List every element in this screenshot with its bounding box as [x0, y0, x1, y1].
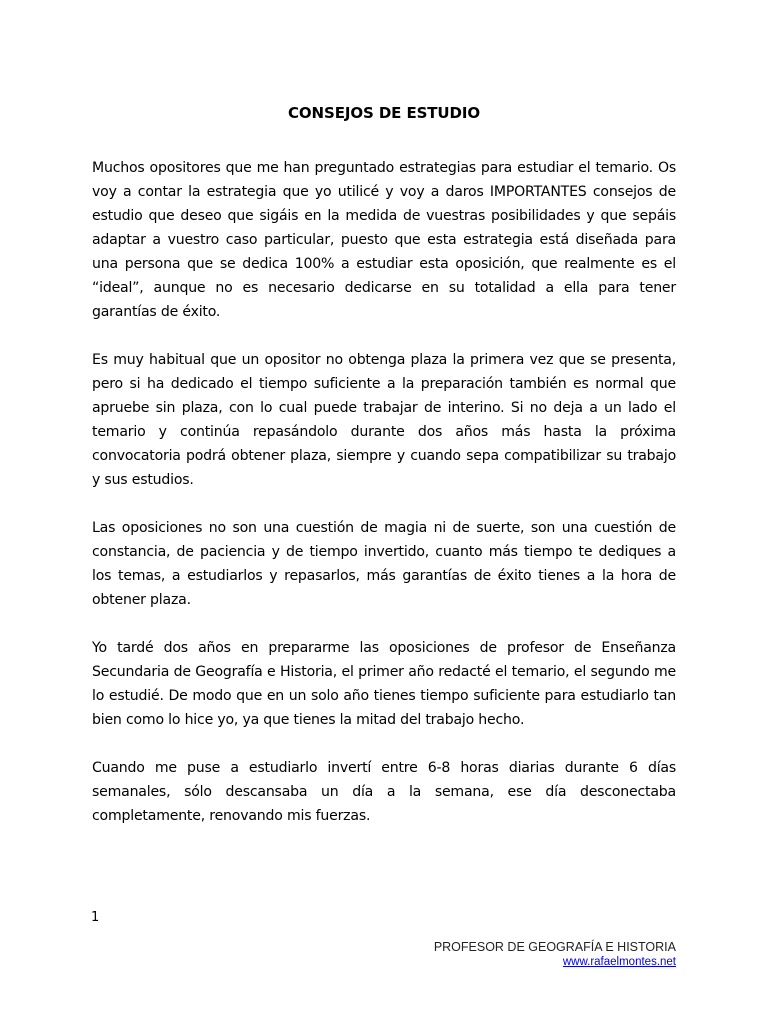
- paragraph: Cuando me puse a estudiarlo invertí entre 6-8 horas diarias durante 6 días semanales, sólo descansaba un día a la semana, ese día desconectaba completamente, renovando mis fuerzas.: [92, 760, 676, 824]
- paragraph: Las oposiciones no son una cuestión de magia ni de suerte, son una cuestión de constancia, de paciencia y de tiempo invertido, cuanto más tiempo te dediques a los temas, a estudiarlos y repasarlos, más garantías de éxito tienes a la hora de obtener plaza.: [92, 520, 676, 608]
- paragraph: Es muy habitual que un opositor no obtenga plaza la primera vez que se presenta, pero si ha dedicado el tiempo suficiente a la preparación también es normal que apruebe sin plaza, con lo cual puede trabajar de interino. Si no deja a un lado el temario y continúa repasándolo durante dos años más hasta la próxima convocatoria podrá obtener plaza, siempre y cuando sepa compatibilizar su trabajo y sus estudios.: [92, 352, 676, 488]
- website-link[interactable]: www.rafaelmontes.net: [562, 956, 676, 968]
- footer-title: PROFESOR DE GEOGRAFÍA E HISTORIA: [433, 940, 676, 954]
- paragraph: Muchos opositores que me han preguntado estrategias para estudiar el temario. Os voy a contar la estrategia que yo utilicé y voy a daros IMPORTANTES consejos de estudio que deseo que sigáis en la medida de vuestras posibilidades y que sepáis adaptar a vuestro caso particular, puesto que esta estrategia está diseñada para una persona que se dedica 100% a estudiar esta oposición, que realmente es el “ideal”, aunque no es necesario dedicarse en su totalidad a ella para tener garantías de éxito.: [92, 160, 676, 320]
- document-title: CONSEJOS DE ESTUDIO: [288, 104, 480, 122]
- document-body: [92, 156, 676, 852]
- page-number: 1: [91, 910, 100, 925]
- paragraph: Yo tardé dos años en prepararme las oposiciones de profesor de Enseñanza Secundaria de Geografía e Historia, el primer año redacté el temario, el segundo me lo estudié. De modo que en un solo año tienes tiempo suficiente para estudiarlo tan bien como lo hice yo, ya que tienes la mitad del trabajo hecho.: [92, 640, 676, 728]
- page-footer: [434, 939, 676, 969]
